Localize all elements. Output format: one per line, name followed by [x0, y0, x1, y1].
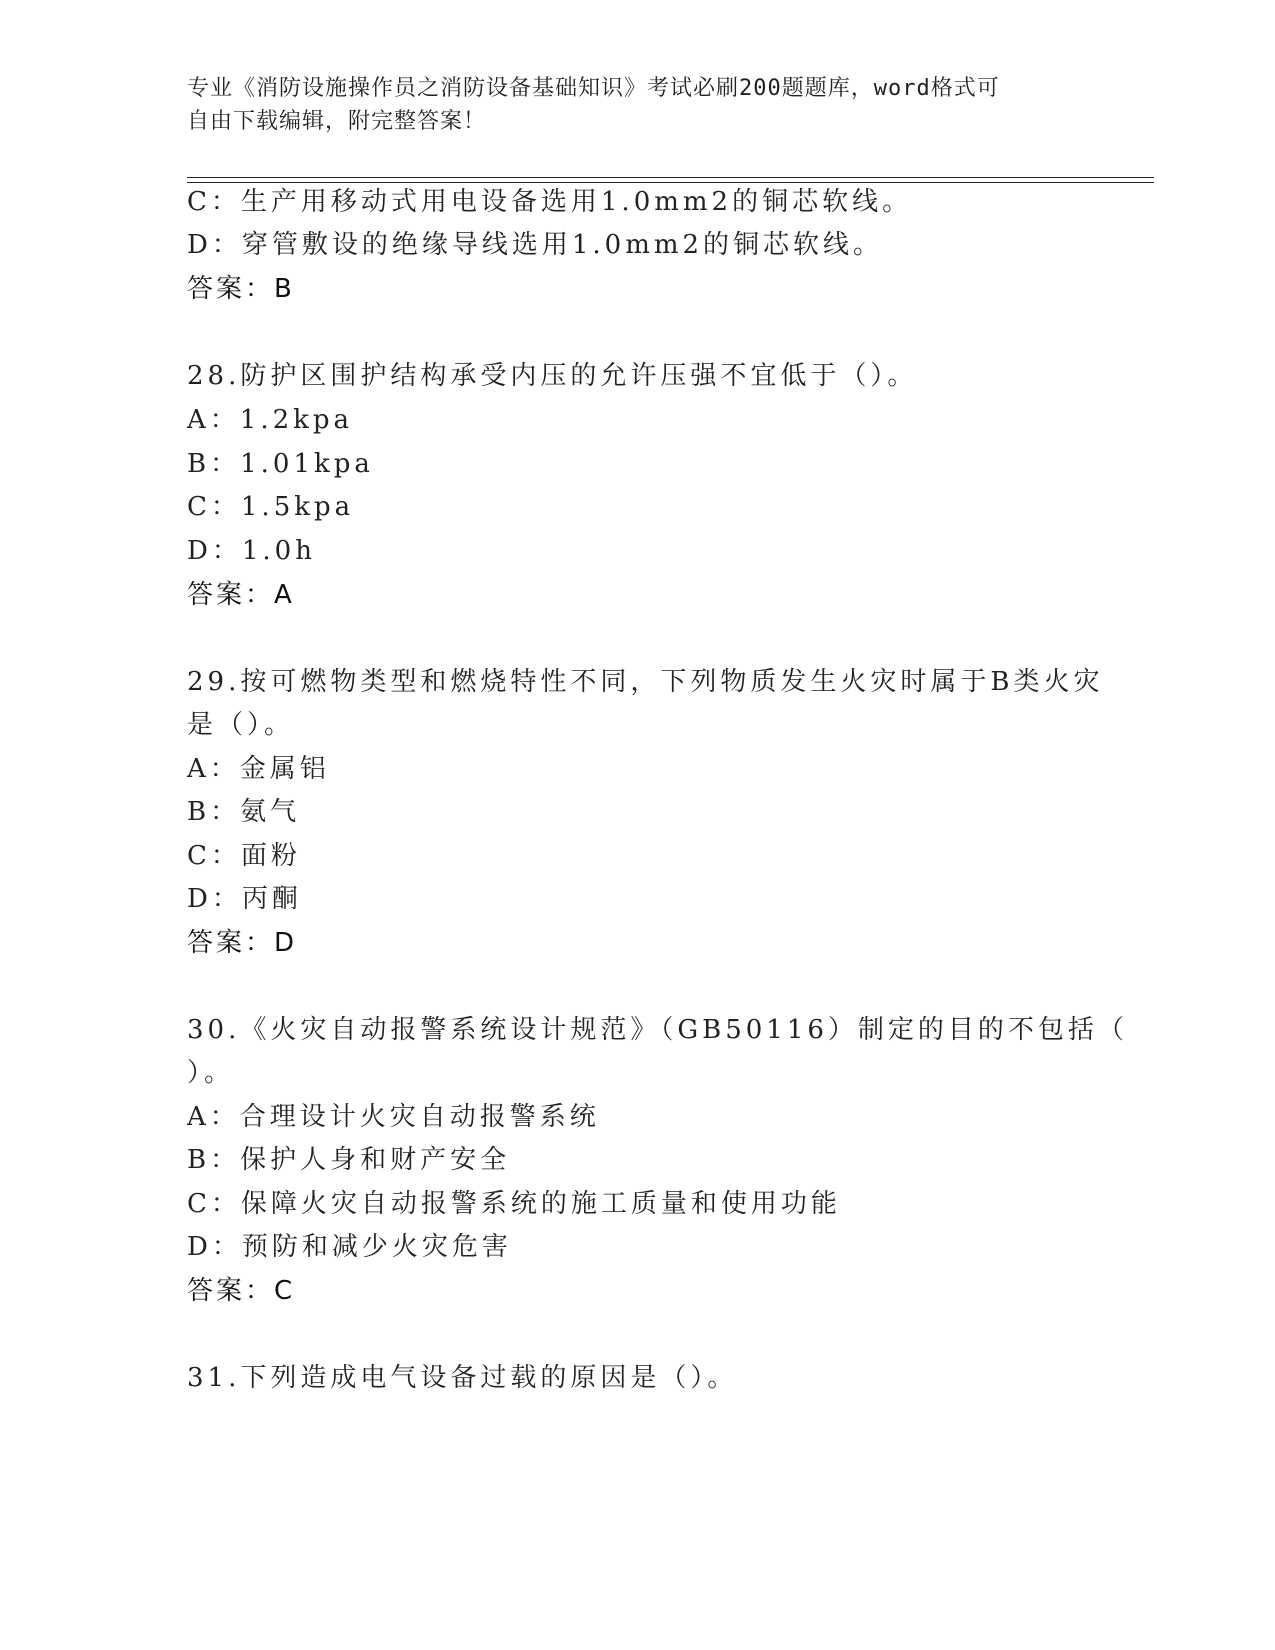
- q28-stem: 28.防护区围护结构承受内压的允许压强不宜低于（）。: [187, 361, 918, 391]
- q31-stem: 31.下列造成电气设备过载的原因是（）。: [187, 1363, 738, 1393]
- q29-option-a: A：金属铝: [187, 754, 330, 784]
- header-divider-top: [187, 177, 1154, 178]
- q30-option-a: A：合理设计火灾自动报警系统: [187, 1102, 600, 1132]
- prev-answer: 答案：B: [187, 274, 295, 304]
- document-header: [187, 72, 1087, 138]
- q29-stem-line-1: 29.按可燃物类型和燃烧特性不同，下列物质发生火灾时属于B类火灾: [187, 667, 1104, 697]
- prev-option-d: D：穿管敷设的绝缘导线选用1.0mm2的铜芯软线。: [187, 230, 884, 260]
- q29-option-c: C：面粉: [187, 841, 301, 871]
- q28-option-a: A：1.2kpa: [187, 405, 354, 435]
- q28-answer: 答案：A: [187, 580, 295, 610]
- q30-answer: 答案：C: [187, 1276, 296, 1306]
- prev-option-c: C：生产用移动式用电设备选用1.0mm2的铜芯软线。: [187, 187, 913, 217]
- q29-stem-line-2: 是（）。: [187, 710, 295, 740]
- q29-option-b: B：氨气: [187, 797, 301, 827]
- q30-stem-line-2: ）。: [187, 1058, 235, 1088]
- q30-option-c: C：保障火灾自动报警系统的施工质量和使用功能: [187, 1189, 841, 1219]
- header-line-2: 自由下载编辑，附完整答案！: [187, 109, 487, 134]
- q28-option-c: C：1.5kpa: [187, 492, 355, 522]
- q30-option-b: B：保护人身和财产安全: [187, 1145, 511, 1175]
- q28-option-b: B：1.01kpa: [187, 449, 374, 479]
- q29-answer: 答案：D: [187, 928, 298, 958]
- header-line-1: 专业《消防设施操作员之消防设备基础知识》考试必刷200题题库，word格式可: [187, 76, 1000, 101]
- q28-option-d: D：1.0h: [187, 536, 316, 566]
- q30-stem-line-1: 30.《火灾自动报警系统设计规范》（GB50116）制定的目的不包括（: [187, 1015, 1128, 1045]
- q30-option-d: D：预防和减少火灾危害: [187, 1232, 512, 1262]
- q29-option-d: D：丙酮: [187, 884, 302, 914]
